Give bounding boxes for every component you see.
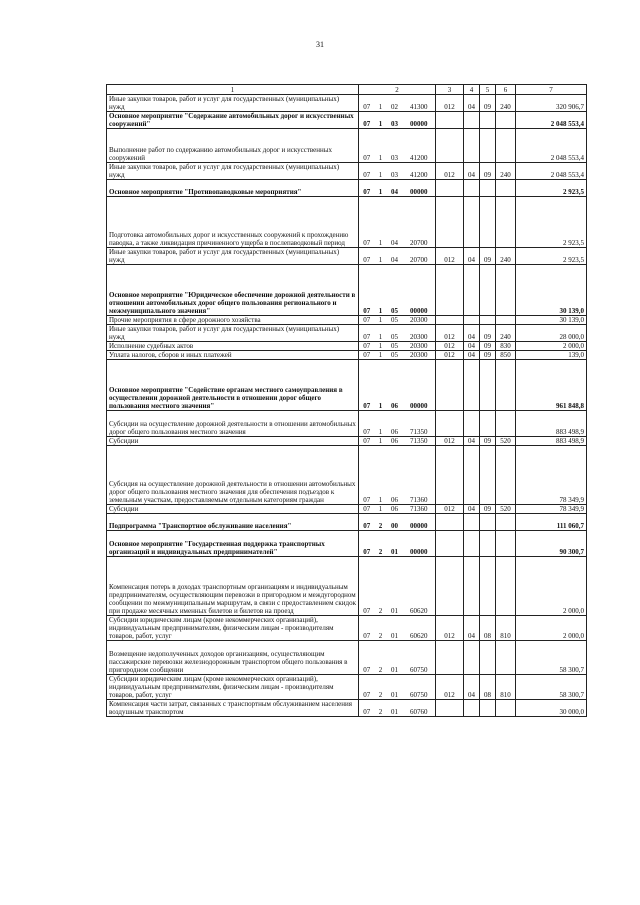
amount-value: 78 349,9: [516, 505, 587, 514]
row-name: Основное мероприятие "Противопаводковые мероприятия": [107, 180, 359, 197]
code-event: 01: [387, 531, 403, 557]
code-program: 07: [359, 351, 375, 360]
code-program: 07: [359, 437, 375, 446]
code-direction: 60620: [403, 616, 436, 641]
code-ministry: 012: [436, 163, 464, 180]
row-name: Основное мероприятие "Государственная поддержка транспортных организаций и индивидуальных предпринимателей": [107, 531, 359, 557]
amount-value: 320 906,7: [516, 95, 587, 112]
amount-value: 139,0: [516, 351, 587, 360]
table-row: [107, 197, 587, 248]
table-row: [107, 360, 587, 411]
amount-value: 30 000,0: [516, 700, 587, 717]
code-section: 04: [464, 95, 480, 112]
code-ministry: 012: [436, 505, 464, 514]
code-subprogram: 1: [375, 411, 387, 437]
code-program: 07: [359, 248, 375, 265]
code-subprogram: 2: [375, 616, 387, 641]
code-direction: 71360: [403, 505, 436, 514]
table-row: [107, 316, 587, 325]
row-name: Подпрограмма "Транспортное обслуживание населения": [107, 514, 359, 531]
code-ministry: 012: [436, 325, 464, 342]
code-event: 06: [387, 437, 403, 446]
code-expense-type: [496, 112, 516, 129]
code-program: 07: [359, 265, 375, 316]
code-subprogram: 2: [375, 557, 387, 616]
code-direction: 20300: [403, 325, 436, 342]
row-name: Основное мероприятие "Содержание автомобильных дорог и искусственных сооружений": [107, 112, 359, 129]
code-expense-type: [496, 197, 516, 248]
code-expense-type: 830: [496, 342, 516, 351]
table-row: [107, 531, 587, 557]
code-subprogram: 1: [375, 248, 387, 265]
table-row: [107, 129, 587, 163]
code-direction: 00000: [403, 265, 436, 316]
code-section: [464, 265, 480, 316]
code-event: 03: [387, 112, 403, 129]
code-expense-type: 850: [496, 351, 516, 360]
code-subsection: [480, 531, 496, 557]
code-ministry: [436, 641, 464, 675]
row-name: Основное мероприятие "Содействие органам местного самоуправления в осуществлении дорожной деятельности в отношении дорог общего пользования местного значения": [107, 360, 359, 411]
code-expense-type: [496, 411, 516, 437]
code-subprogram: 1: [375, 129, 387, 163]
amount-value: 2 923,5: [516, 180, 587, 197]
code-ministry: [436, 557, 464, 616]
code-program: 07: [359, 411, 375, 437]
code-direction: 41300: [403, 95, 436, 112]
code-section: [464, 197, 480, 248]
code-ministry: 012: [436, 351, 464, 360]
code-expense-type: [496, 316, 516, 325]
code-program: 07: [359, 531, 375, 557]
code-direction: 71350: [403, 437, 436, 446]
code-section: [464, 129, 480, 163]
code-ministry: 012: [436, 437, 464, 446]
row-name: Иные закупки товаров, работ и услуг для государственных (муниципальных) нужд: [107, 95, 359, 112]
code-section: 04: [464, 351, 480, 360]
header-col-1: 1: [107, 85, 359, 95]
table-row: [107, 700, 587, 717]
code-section: [464, 112, 480, 129]
code-section: 04: [464, 325, 480, 342]
code-event: 06: [387, 360, 403, 411]
code-subprogram: 2: [375, 531, 387, 557]
code-subsection: [480, 641, 496, 675]
code-subsection: [480, 557, 496, 616]
code-subprogram: 1: [375, 351, 387, 360]
code-expense-type: 240: [496, 248, 516, 265]
table-row: [107, 411, 587, 437]
row-name: Субсидии юридическим лицам (кроме некоммерческих организаций), индивидуальным предпринимателям, физическим лицам - производителям товаров, работ, услуг: [107, 616, 359, 641]
code-program: 07: [359, 163, 375, 180]
amount-value: 90 300,7: [516, 531, 587, 557]
code-expense-type: 240: [496, 163, 516, 180]
code-subprogram: 1: [375, 197, 387, 248]
code-section: 04: [464, 675, 480, 700]
code-expense-type: 810: [496, 675, 516, 700]
code-subsection: 09: [480, 351, 496, 360]
code-subprogram: 1: [375, 325, 387, 342]
code-direction: 41200: [403, 163, 436, 180]
code-expense-type: [496, 557, 516, 616]
amount-value: 961 848,8: [516, 360, 587, 411]
code-subprogram: 1: [375, 437, 387, 446]
row-name: Субсидии на осуществление дорожной деятельности в отношении автомобильных дорог общего пользования местного значения: [107, 411, 359, 437]
code-direction: 60750: [403, 675, 436, 700]
code-program: 07: [359, 700, 375, 717]
table-row: [107, 616, 587, 641]
code-program: 07: [359, 446, 375, 505]
row-name: Иные закупки товаров, работ и услуг для государственных (муниципальных) нужд: [107, 248, 359, 265]
amount-value: 2 048 553,4: [516, 163, 587, 180]
code-direction: 00000: [403, 514, 436, 531]
code-direction: 41200: [403, 129, 436, 163]
code-program: 07: [359, 557, 375, 616]
code-ministry: [436, 316, 464, 325]
table-row: [107, 342, 587, 351]
code-event: 01: [387, 700, 403, 717]
code-program: 07: [359, 360, 375, 411]
code-ministry: [436, 411, 464, 437]
code-subsection: [480, 129, 496, 163]
code-subprogram: 1: [375, 112, 387, 129]
code-event: 03: [387, 163, 403, 180]
code-subsection: [480, 265, 496, 316]
row-name: Иные закупки товаров, работ и услуг для государственных (муниципальных) нужд: [107, 163, 359, 180]
code-event: 04: [387, 180, 403, 197]
code-direction: 20300: [403, 351, 436, 360]
code-subsection: 09: [480, 95, 496, 112]
code-direction: 71360: [403, 446, 436, 505]
code-program: 07: [359, 514, 375, 531]
code-section: [464, 557, 480, 616]
code-subprogram: 1: [375, 265, 387, 316]
code-ministry: [436, 700, 464, 717]
code-program: 07: [359, 95, 375, 112]
code-subprogram: 2: [375, 514, 387, 531]
amount-value: 58 300,7: [516, 641, 587, 675]
table-row: [107, 265, 587, 316]
code-expense-type: [496, 265, 516, 316]
table-row: [107, 557, 587, 616]
code-direction: 20700: [403, 248, 436, 265]
code-direction: 60750: [403, 641, 436, 675]
code-direction: 20300: [403, 316, 436, 325]
code-subprogram: 2: [375, 675, 387, 700]
code-section: [464, 180, 480, 197]
amount-value: 58 300,7: [516, 675, 587, 700]
code-expense-type: [496, 514, 516, 531]
code-ministry: [436, 112, 464, 129]
amount-value: 30 139,0: [516, 265, 587, 316]
header-row: [107, 85, 587, 95]
code-program: 07: [359, 197, 375, 248]
header-col-3: 3: [436, 85, 464, 95]
code-subprogram: 1: [375, 316, 387, 325]
code-expense-type: [496, 531, 516, 557]
code-program: 07: [359, 675, 375, 700]
code-ministry: 012: [436, 616, 464, 641]
code-section: 04: [464, 505, 480, 514]
code-subprogram: 1: [375, 505, 387, 514]
code-ministry: [436, 531, 464, 557]
code-expense-type: 520: [496, 505, 516, 514]
code-section: [464, 514, 480, 531]
code-section: [464, 360, 480, 411]
code-event: 05: [387, 351, 403, 360]
amount-value: 28 000,0: [516, 325, 587, 342]
amount-value: 883 498,9: [516, 411, 587, 437]
code-ministry: [436, 129, 464, 163]
code-subprogram: 2: [375, 700, 387, 717]
code-subsection: 09: [480, 505, 496, 514]
row-name: Исполнение судебных актов: [107, 342, 359, 351]
code-subsection: 09: [480, 342, 496, 351]
row-name: Компенсация части затрат, связанных с транспортным обслуживанием населения воздушным транспортом: [107, 700, 359, 717]
code-subsection: [480, 316, 496, 325]
code-section: 04: [464, 616, 480, 641]
code-expense-type: 240: [496, 325, 516, 342]
code-ministry: [436, 446, 464, 505]
amount-value: 2 000,0: [516, 342, 587, 351]
code-direction: 71350: [403, 411, 436, 437]
code-subsection: [480, 180, 496, 197]
code-subprogram: 2: [375, 641, 387, 675]
code-section: 04: [464, 163, 480, 180]
code-ministry: 012: [436, 95, 464, 112]
code-direction: 20700: [403, 197, 436, 248]
row-name: Субсидии: [107, 437, 359, 446]
code-section: [464, 411, 480, 437]
row-name: Иные закупки товаров, работ и услуг для государственных (муниципальных) нужд: [107, 325, 359, 342]
table-row: [107, 351, 587, 360]
code-event: 05: [387, 342, 403, 351]
code-subprogram: 1: [375, 446, 387, 505]
code-section: [464, 641, 480, 675]
code-expense-type: [496, 180, 516, 197]
code-direction: 60620: [403, 557, 436, 616]
table-row: [107, 180, 587, 197]
amount-value: 2 048 553,4: [516, 112, 587, 129]
code-subprogram: 1: [375, 163, 387, 180]
code-event: 05: [387, 316, 403, 325]
code-expense-type: [496, 446, 516, 505]
code-program: 07: [359, 505, 375, 514]
code-ministry: [436, 265, 464, 316]
code-program: 07: [359, 316, 375, 325]
code-direction: 00000: [403, 112, 436, 129]
table-body: [107, 85, 587, 717]
row-name: Выполнение работ по содержанию автомобильных дорог и искусственных сооружений: [107, 129, 359, 163]
code-subsection: 09: [480, 248, 496, 265]
code-subsection: [480, 197, 496, 248]
code-subsection: [480, 411, 496, 437]
code-ministry: 012: [436, 675, 464, 700]
code-section: 04: [464, 342, 480, 351]
code-direction: 20300: [403, 342, 436, 351]
code-ministry: 012: [436, 342, 464, 351]
code-event: 05: [387, 265, 403, 316]
row-name: Субсидия на осуществление дорожной деятельности в отношении автомобильных дорог общего пользования местного значения для обеспечения подъездов к земельным участкам, предоставляемым отдельным категориям граждан: [107, 446, 359, 505]
table-row: [107, 505, 587, 514]
code-program: 07: [359, 641, 375, 675]
code-program: 07: [359, 180, 375, 197]
code-subsection: 09: [480, 163, 496, 180]
code-expense-type: 240: [496, 95, 516, 112]
code-section: [464, 446, 480, 505]
code-subsection: 08: [480, 616, 496, 641]
code-subsection: [480, 514, 496, 531]
code-section: 04: [464, 248, 480, 265]
row-name: Возмещение недополученных доходов организациям, осуществляющим пассажирские перевозки железнодорожным транспортом общего пользования в пригородном сообщении: [107, 641, 359, 675]
code-event: 05: [387, 325, 403, 342]
code-event: 01: [387, 616, 403, 641]
table-row: [107, 446, 587, 505]
code-program: 07: [359, 342, 375, 351]
code-expense-type: [496, 700, 516, 717]
code-subsection: 08: [480, 675, 496, 700]
header-col-2: 2: [359, 85, 436, 95]
code-direction: 00000: [403, 180, 436, 197]
header-col-6: 6: [496, 85, 516, 95]
amount-value: 2 000,0: [516, 557, 587, 616]
code-section: [464, 316, 480, 325]
code-event: 01: [387, 641, 403, 675]
row-name: Субсидии юридическим лицам (кроме некоммерческих организаций), индивидуальным предпринимателям, физическим лицам - производителям товаров, работ, услуг: [107, 675, 359, 700]
table-row: [107, 675, 587, 700]
code-section: [464, 700, 480, 717]
code-event: 06: [387, 505, 403, 514]
code-ministry: [436, 180, 464, 197]
code-subsection: 09: [480, 325, 496, 342]
budget-table-wrap: [106, 84, 586, 717]
row-name: Подготовка автомобильных дорог и искусственных сооружений к прохождению паводка, а также ликвидация причиненного ущерба в послепаводковый период: [107, 197, 359, 248]
code-expense-type: 810: [496, 616, 516, 641]
row-name: Компенсация потерь в доходах транспортным организациям и индивидуальным предпринимателям, осуществляющим перевозки в пригородном и междугородном сообщении по межмуниципальным маршрутам, в связи с предоставлением скидок при продаже месячных именных билетов и билетов на проезд: [107, 557, 359, 616]
amount-value: 2 048 553,4: [516, 129, 587, 163]
table-row: [107, 248, 587, 265]
amount-value: 78 349,9: [516, 446, 587, 505]
code-program: 07: [359, 112, 375, 129]
code-expense-type: [496, 360, 516, 411]
table-row: [107, 325, 587, 342]
code-program: 07: [359, 325, 375, 342]
code-event: 00: [387, 514, 403, 531]
code-ministry: [436, 197, 464, 248]
code-subprogram: 1: [375, 360, 387, 411]
header-col-4: 4: [464, 85, 480, 95]
code-subprogram: 1: [375, 95, 387, 112]
page-number: 31: [316, 40, 324, 49]
table-row: [107, 112, 587, 129]
table-row: [107, 95, 587, 112]
table-row: [107, 163, 587, 180]
code-direction: 00000: [403, 531, 436, 557]
header-col-5: 5: [480, 85, 496, 95]
code-event: 04: [387, 248, 403, 265]
code-subprogram: 1: [375, 342, 387, 351]
amount-value: 2 923,5: [516, 197, 587, 248]
code-event: 06: [387, 446, 403, 505]
code-subsection: [480, 360, 496, 411]
header-col-7: 7: [516, 85, 587, 95]
code-ministry: [436, 360, 464, 411]
code-subsection: 09: [480, 437, 496, 446]
code-expense-type: 520: [496, 437, 516, 446]
code-event: 01: [387, 675, 403, 700]
code-subprogram: 1: [375, 180, 387, 197]
code-event: 01: [387, 557, 403, 616]
code-event: 03: [387, 129, 403, 163]
code-program: 07: [359, 616, 375, 641]
row-name: Уплата налогов, сборов и иных платежей: [107, 351, 359, 360]
code-expense-type: [496, 129, 516, 163]
code-direction: 00000: [403, 360, 436, 411]
amount-value: 883 498,9: [516, 437, 587, 446]
code-subsection: [480, 112, 496, 129]
row-name: Субсидии: [107, 505, 359, 514]
row-name: Прочие мероприятия в сфере дорожного хозяйства: [107, 316, 359, 325]
code-section: [464, 531, 480, 557]
code-program: 07: [359, 129, 375, 163]
code-ministry: [436, 514, 464, 531]
amount-value: 2 923,5: [516, 248, 587, 265]
code-subsection: [480, 700, 496, 717]
amount-value: 111 060,7: [516, 514, 587, 531]
table-row: [107, 514, 587, 531]
table-row: [107, 641, 587, 675]
code-expense-type: [496, 641, 516, 675]
amount-value: 2 000,0: [516, 616, 587, 641]
code-subsection: [480, 446, 496, 505]
code-section: 04: [464, 437, 480, 446]
amount-value: 30 139,0: [516, 316, 587, 325]
code-event: 06: [387, 411, 403, 437]
code-event: 02: [387, 95, 403, 112]
code-direction: 60760: [403, 700, 436, 717]
table-row: [107, 437, 587, 446]
code-ministry: 012: [436, 248, 464, 265]
code-event: 04: [387, 197, 403, 248]
budget-table: [106, 84, 587, 717]
row-name: Основное мероприятие "Юридическое обеспечение дорожной деятельности в отношении автомобильных дорог общего пользования регионального и межмуниципального значения": [107, 265, 359, 316]
